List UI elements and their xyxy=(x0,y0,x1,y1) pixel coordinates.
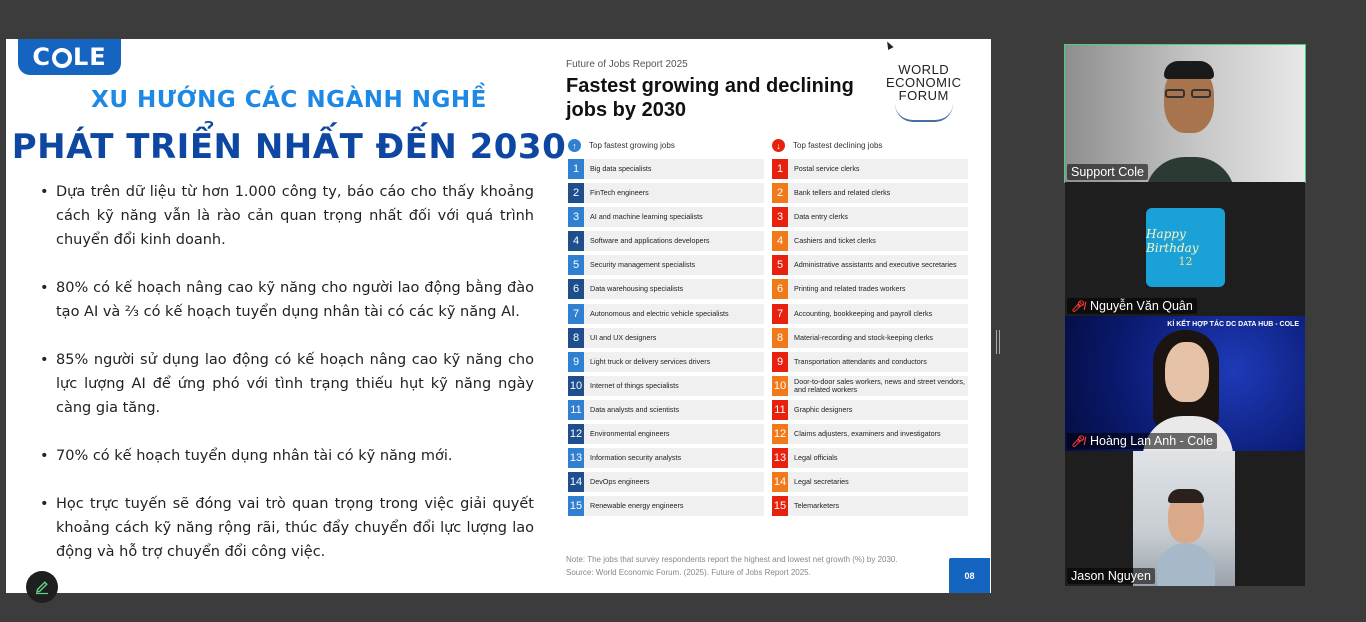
rank-number: 5 xyxy=(568,255,584,275)
growing-job-row xyxy=(568,231,764,251)
rank-number: 4 xyxy=(568,231,584,251)
job-title: Material-recording and stock-keeping clerks xyxy=(794,332,934,342)
annotate-pencil-button[interactable] xyxy=(26,571,58,603)
mic-muted-icon: 🎤︎̸ xyxy=(1071,435,1085,448)
report-subtitle: Future of Jobs Report 2025 xyxy=(566,59,688,70)
rank-number: 11 xyxy=(772,400,788,420)
growing-job-row xyxy=(568,496,764,516)
bullet-item: • 85% người sử dụng lao động có kế hoạch nâng cao kỹ năng cho lực lượng AI để ứng phó với tình trạng thiếu hụt kỹ năng ngày càng gia tăng. xyxy=(40,348,534,420)
job-title: Cashiers and ticket clerks xyxy=(794,236,876,246)
job-title: Postal service clerks xyxy=(794,164,860,173)
growing-job-row xyxy=(568,279,764,299)
rank-number: 12 xyxy=(568,424,584,444)
rank-number: 3 xyxy=(772,207,788,227)
report-title: Fastest growing and declining jobs by 2030 xyxy=(566,75,854,121)
rank-number: 15 xyxy=(772,496,788,516)
job-title: Renewable energy engineers xyxy=(590,501,684,511)
rank-number: 13 xyxy=(568,448,584,468)
job-title: Transportation attendants and conductors xyxy=(794,356,927,366)
shared-slide xyxy=(6,39,991,593)
job-title: Telemarketers xyxy=(794,501,840,511)
rank-number: 11 xyxy=(568,400,584,420)
growing-job-row xyxy=(568,352,764,372)
rank-number: 4 xyxy=(772,231,788,251)
rank-number: 8 xyxy=(568,328,584,348)
rank-number: 14 xyxy=(772,472,788,492)
rank-number: 8 xyxy=(772,328,788,348)
rank-number: 3 xyxy=(568,207,584,227)
job-title: Environmental engineers xyxy=(590,429,670,439)
report-source: Source: World Economic Forum. (2025). Future of Jobs Report 2025. xyxy=(566,568,811,577)
growing-header: ↑ Top fastest growing jobs xyxy=(568,139,675,152)
growing-job-row xyxy=(568,183,764,203)
rank-number: 1 xyxy=(772,159,788,179)
job-title: Autonomous and electric vehicle specialists xyxy=(590,308,729,318)
growing-job-row xyxy=(568,207,764,227)
declining-job-row xyxy=(772,304,968,324)
growing-jobs-list xyxy=(568,159,764,520)
growing-job-row xyxy=(568,472,764,492)
growing-job-row xyxy=(568,400,764,420)
report-notes xyxy=(566,553,946,579)
bullet-item: • 80% có kế hoạch nâng cao kỹ năng cho người lao động bằng đào tạo AI và ⅔ có kế hoạch tuyển dụng nhân tài có các kỹ năng AI. xyxy=(40,276,534,324)
bullet-item: • Học trực tuyến sẽ đóng vai trò quan trọng trong việc giải quyết khoảng cách kỹ năng rộng rãi, thúc đẩy chuyển đổi lực lượng lao động và hỗ trợ chuyển đổi công việc. xyxy=(40,492,534,564)
participant-tile-jason-nguyen[interactable] xyxy=(1065,451,1305,586)
declining-job-row xyxy=(772,183,968,203)
report-note: Note: The jobs that survey respondents report the highest and lowest net growth (%) by 2030. xyxy=(566,555,898,564)
declining-job-row xyxy=(772,352,968,372)
rank-number: 12 xyxy=(772,424,788,444)
bullet-list xyxy=(40,180,534,588)
growing-job-row xyxy=(568,328,764,348)
declining-header: ↓ Top fastest declining jobs xyxy=(772,139,882,152)
declining-job-row xyxy=(772,400,968,420)
rank-number: 10 xyxy=(568,376,584,396)
job-title: Claims adjusters, examiners and investigators xyxy=(794,429,941,439)
rank-number: 6 xyxy=(772,279,788,299)
rank-number: 6 xyxy=(568,279,584,299)
wef-logo: WORLD ECONOMIC FORUM xyxy=(886,63,962,122)
declining-job-row xyxy=(772,472,968,492)
bullet-item: • Dựa trên dữ liệu từ hơn 1.000 công ty, báo cáo cho thấy khoảng cách kỹ năng vẫn là rào cản quan trọng nhất đối với quá trình chuyển đổi kinh doanh. xyxy=(40,180,534,252)
arrow-down-icon: ↓ xyxy=(772,139,785,152)
mic-muted-icon: 🎤︎̸ xyxy=(1071,300,1085,313)
declining-job-row xyxy=(772,159,968,179)
job-title: Door-to-door sales workers, news and street vendors, and related workers xyxy=(794,376,965,394)
page-number-badge: 08 xyxy=(949,558,990,593)
rank-number: 13 xyxy=(772,448,788,468)
job-title: Information security analysts xyxy=(590,453,682,463)
background-banner-text: KÍ KẾT HỢP TÁC DC DATA HUB - COLE xyxy=(1167,321,1299,328)
job-title: Internet of things specialists xyxy=(590,380,679,390)
job-title: Data entry clerks xyxy=(794,212,848,222)
growing-job-row xyxy=(568,159,764,179)
rank-number: 15 xyxy=(568,496,584,516)
declining-job-row xyxy=(772,496,968,516)
declining-job-row xyxy=(772,207,968,227)
job-title: Data analysts and scientists xyxy=(590,404,680,414)
growing-job-row xyxy=(568,448,764,468)
participant-tile-support-cole[interactable] xyxy=(1065,45,1305,182)
cole-logo: C LE xyxy=(18,39,121,75)
growing-job-row xyxy=(568,255,764,275)
job-title: Accounting, bookkeeping and payroll clerks xyxy=(794,308,933,318)
declining-job-row xyxy=(772,424,968,444)
declining-job-row xyxy=(772,255,968,275)
job-title: DevOps engineers xyxy=(590,477,650,487)
declining-job-row xyxy=(772,231,968,251)
growing-job-row xyxy=(568,424,764,444)
rank-number: 9 xyxy=(568,352,584,372)
job-title: Legal secretaries xyxy=(794,477,849,487)
slide-title-line1: XU HƯỚNG CÁC NGÀNH NGHỀ xyxy=(91,87,487,113)
job-title: Software and applications developers xyxy=(590,236,710,246)
participant-tile-nguyen-van-quan[interactable] xyxy=(1065,182,1305,316)
rank-number: 2 xyxy=(568,183,584,203)
split-view-resize-handle[interactable] xyxy=(996,330,1000,354)
job-title: Bank tellers and related clerks xyxy=(794,188,891,198)
job-title: Data warehousing specialists xyxy=(590,284,684,294)
participant-tile-hoang-lan-anh[interactable] xyxy=(1065,316,1305,451)
rank-number: 10 xyxy=(772,376,788,396)
rank-number: 7 xyxy=(568,304,584,324)
growing-job-row xyxy=(568,376,764,396)
participant-avatar: Happy Birthday 12 xyxy=(1146,208,1225,287)
job-title: AI and machine learning specialists xyxy=(590,212,703,222)
declining-job-row xyxy=(772,376,968,396)
participant-name-tag: 🎤︎̸ Nguyễn Văn Quân xyxy=(1067,298,1197,314)
participant-name-tag: Support Cole xyxy=(1067,164,1148,180)
rank-number: 5 xyxy=(772,255,788,275)
rank-number: 14 xyxy=(568,472,584,492)
pencil-icon xyxy=(34,579,50,595)
job-title: Legal officials xyxy=(794,453,838,463)
job-title: UI and UX designers xyxy=(590,332,657,342)
job-title: Security management specialists xyxy=(590,260,696,270)
growing-job-row xyxy=(568,304,764,324)
slide-title-line2: PHÁT TRIỂN NHẤT ĐẾN 2030 xyxy=(11,127,567,167)
participant-name-tag: 🎤︎̸ Hoàng Lan Anh - Cole xyxy=(1067,433,1217,449)
declining-jobs-list xyxy=(772,159,968,520)
job-title: FinTech engineers xyxy=(590,188,649,198)
arrow-up-icon: ↑ xyxy=(568,139,581,152)
job-title: Light truck or delivery services drivers xyxy=(590,356,711,366)
rank-number: 1 xyxy=(568,159,584,179)
participant-name-tag: Jason Nguyen xyxy=(1067,568,1155,584)
job-title: Graphic designers xyxy=(794,404,853,414)
job-title: Administrative assistants and executive secretaries xyxy=(794,260,957,270)
declining-job-row xyxy=(772,328,968,348)
rank-number: 2 xyxy=(772,183,788,203)
rank-number: 7 xyxy=(772,304,788,324)
job-title: Printing and related trades workers xyxy=(794,284,906,294)
declining-job-row xyxy=(772,279,968,299)
declining-job-row xyxy=(772,448,968,468)
rank-number: 9 xyxy=(772,352,788,372)
job-title: Big data specialists xyxy=(590,164,652,173)
jobs-report-panel xyxy=(566,59,966,513)
bullet-item: • 70% có kế hoạch tuyển dụng nhân tài có kỹ năng mới. xyxy=(40,444,534,468)
